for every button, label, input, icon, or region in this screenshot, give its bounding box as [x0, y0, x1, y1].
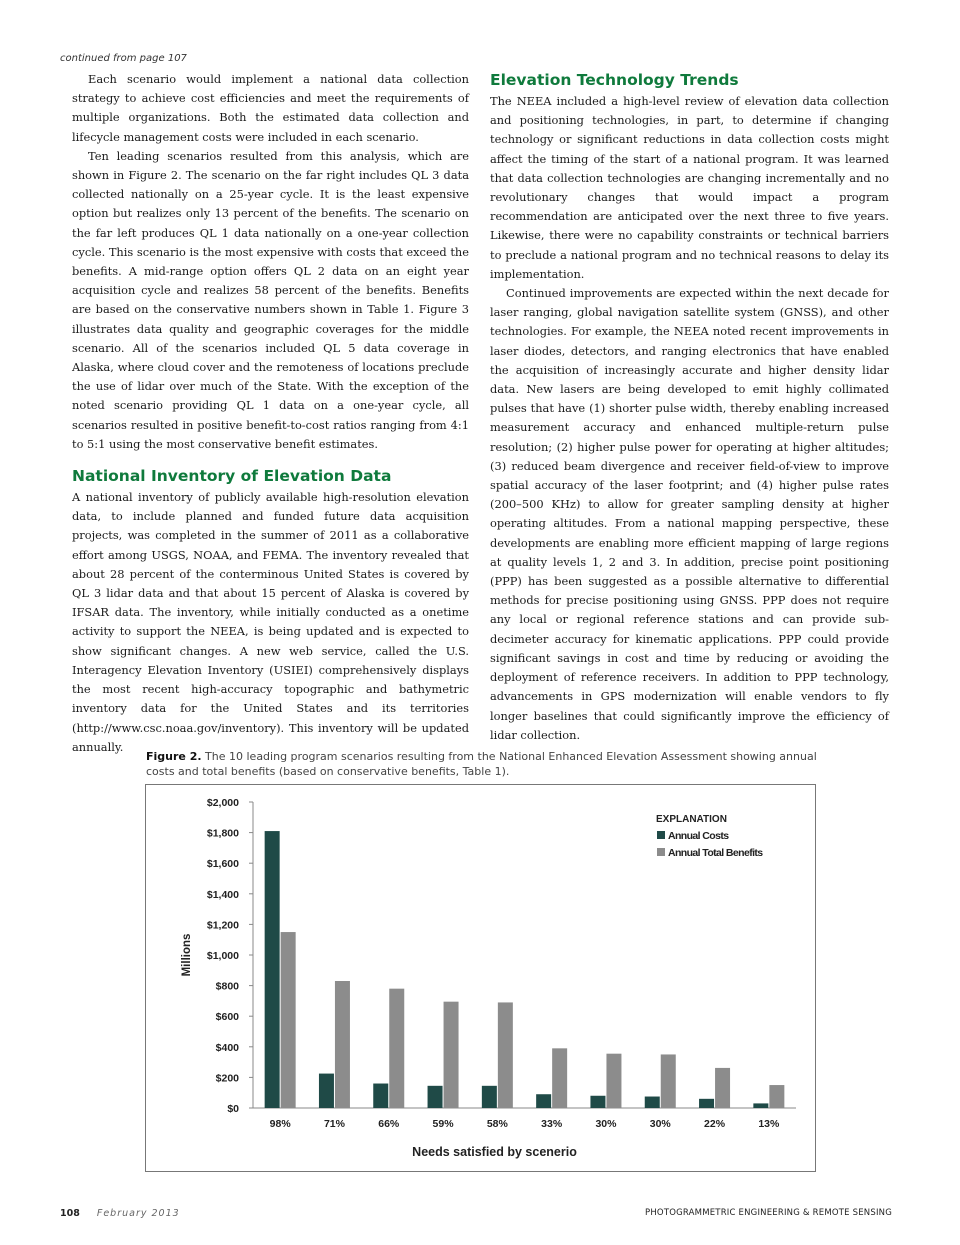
bar-annual-costs: [265, 831, 280, 1108]
figure-caption-text: The 10 leading program scenarios resulting from the National Enhanced Elevation Assessment showing annual costs and total benefits (based on conservative benefits, Table 1).: [146, 750, 817, 778]
figure-frame: [145, 784, 816, 1172]
x-tick-label: 30%: [649, 1118, 671, 1130]
continued-note: continued from page 107: [60, 53, 187, 64]
bar-annual-costs: [536, 1094, 551, 1108]
left-paragraph-3: A national inventory of publicly available high-resolution elevation data, to include planned and funded future data acquisition projects, was completed in the summer of 2011 as a collaborative effort among USGS, NOAA, and FEMA. The inventory revealed that about 28 percent of the conterminous United States is covered by QL 3 lidar data and that about 15 percent of Alaska is covered by IFSAR data. The inventory, while initially conducted as a onetime activity to support the NEEA, is being updated and is expected to show significant changes. A new web service, called the U.S. Interagency Elevation Inventory (USIEI) comprehensively displays the most recent high-accuracy topographic and bathymetric inventory data for the United States and its territories (http://www.csc.noaa.gov/inventory). This inventory will be updated annually.: [72, 490, 469, 754]
y-tick-label: $1,600: [206, 858, 239, 871]
x-tick-label: 13%: [758, 1118, 780, 1130]
y-tick-label: $1,000: [206, 950, 239, 962]
left-paragraph-1: Each scenario would implement a national data collection strategy to achieve cost efficiencies and meet the requirements of multiple organizations. Both the estimated data collection and lifecycle management costs were included in each scenario.: [72, 72, 469, 144]
journal-name: PHOTOGRAMMETRIC ENGINEERING & REMOTE SENSING: [645, 1208, 892, 1218]
bar-annual-costs: [699, 1099, 714, 1108]
y-axis-label: Millions: [181, 933, 193, 977]
x-tick-label: 22%: [704, 1118, 726, 1130]
y-tick-label: $1,200: [206, 919, 239, 932]
x-tick-label: 71%: [323, 1118, 345, 1130]
bar-annual-benefits: [606, 1054, 621, 1108]
bar-annual-benefits: [498, 1002, 513, 1108]
y-tick-label: $600: [215, 1011, 239, 1024]
bar-annual-costs: [753, 1103, 768, 1108]
legend-swatch-benefits: [657, 848, 665, 856]
bar-annual-benefits: [281, 932, 296, 1108]
bar-annual-benefits: [389, 989, 404, 1108]
bar-annual-benefits: [552, 1048, 567, 1108]
y-tick-label: $1,400: [206, 888, 239, 901]
bar-annual-costs: [645, 1097, 660, 1108]
footer-left: [60, 1208, 180, 1219]
bar-annual-benefits: [715, 1068, 730, 1108]
y-tick-label: $400: [215, 1041, 239, 1054]
y-tick-label: $1,800: [206, 827, 239, 840]
bar-annual-costs: [482, 1086, 497, 1108]
y-tick-label: $2,000: [206, 797, 239, 809]
x-tick-label: 98%: [269, 1118, 291, 1130]
page-number: 108: [60, 1208, 80, 1219]
figure-label: Figure 2.: [146, 750, 202, 763]
left-column: [72, 70, 469, 757]
legend-title: EXPLANATION: [656, 814, 727, 825]
y-tick-label: $200: [215, 1072, 239, 1085]
left-paragraph-2: Ten leading scenarios resulted from this analysis, which are shown in Figure 2. The scenario on the far right includes QL 3 data collected nationally on a 25-year cycle. It is the least expensive option but realizes only 13 percent of the benefits. The scenario on the far left produces QL 1 data nationally on a one-year collection cycle. This scenario is the most expensive with costs that exceed the benefits. A mid-range option offers QL 2 data on an eight year acquisition cycle and realizes 58 percent of the benefits. Benefits are based on the conservative numbers shown in Table 1. Figure 3 illustrates data quality and geographic coverages for the middle scenario. All of the scenarios included QL 5 data coverage in Alaska, where cloud cover and the remoteness of locations preclude the use of lidar over much of the State. With the exception of the noted scenario providing QL 1 data on a one-year cycle, all scenarios resulted in positive benefit-to-cost ratios ranging from 4:1 to 5:1 using the most conservative benefit estimates.: [72, 148, 469, 451]
legend-swatch-costs: [657, 831, 665, 839]
right-column: [490, 70, 889, 745]
section-heading-inventory: National Inventory of Elevation Data: [72, 467, 392, 486]
x-tick-label: 30%: [595, 1118, 617, 1130]
bar-annual-costs: [373, 1084, 388, 1108]
bar-annual-benefits: [335, 981, 350, 1108]
x-tick-label: 58%: [486, 1118, 508, 1130]
y-tick-label: $0: [227, 1103, 239, 1115]
issue-date: February 2013: [96, 1208, 180, 1219]
x-tick-label: 59%: [432, 1118, 454, 1130]
right-paragraph-2: Continued improvements are expected within the next decade for laser ranging, global navigation satellite system (GNSS), and other technologies. For example, the NEEA noted recent improvements in laser diodes, detectors, and ranging electronics that have enabled the acquisition of increasingly accurate and higher density lidar data. New lasers are being developed to emit highly collimated pulses that have (1) shorter pulse width, thereby enabling increased measurement accuracy and enhanced multiple-return pulse resolution; (2) higher pulse power for operating at higher altitudes; (3) reduced beam divergence and receiver field-of-view to improve spatial accuracy of the laser footprint; and (4) higher pulse rates (200–500 KHz) to allow for greater sampling density at higher operating altitudes. From a national mapping perspective, these developments are enabling more efficient mapping of large regions at quality levels 1, 2 and 3. In addition, precise point positioning (PPP) has been suggested as a possible alternative to differential methods for precise positioning using GNSS. PPP does not require any local or regional reference stations and can provide sub-decimeter accuracy for kinematic applications. PPP could provide significant savings in cost and time by reducing or avoiding the deployment of reference receivers. In addition to PPP technology, advancements in GPS modernization will enable vendors to fly longer baselines that could significantly improve the efficiency of lidar collection.: [490, 286, 889, 742]
bar-annual-benefits: [444, 1002, 459, 1108]
bar-annual-costs: [590, 1096, 605, 1108]
bar-annual-costs: [319, 1074, 334, 1108]
bar-annual-costs: [428, 1086, 443, 1108]
figure-caption: [146, 749, 818, 779]
bar-annual-benefits: [769, 1085, 784, 1108]
legend-label-costs: Annual Costs: [668, 830, 729, 842]
bar-chart: [146, 785, 814, 1170]
right-paragraph-1: The NEEA included a high-level review of elevation data collection and positioning technologies, in part, to determine if changing technology or significant reductions in data collection costs might affect the timing of the start of a national program. It was learned that data collection technologies are changing incrementally and no revolutionary changes that would impact a program recommendation are anticipated over the next three to five years. Likewise, there were no capability constraints or technical barriers to preclude a national program and no technical reasons to delay its implementation.: [490, 94, 889, 281]
y-tick-label: $800: [215, 980, 239, 993]
bar-annual-benefits: [661, 1054, 676, 1108]
x-tick-label: 66%: [378, 1118, 400, 1130]
x-tick-label: 33%: [541, 1118, 563, 1130]
section-heading-technology: Elevation Technology Trends: [490, 71, 739, 89]
x-axis-label: Needs satisfied by scenerio: [412, 1145, 577, 1159]
legend-label-benefits: Annual Total Benefits: [668, 847, 763, 859]
